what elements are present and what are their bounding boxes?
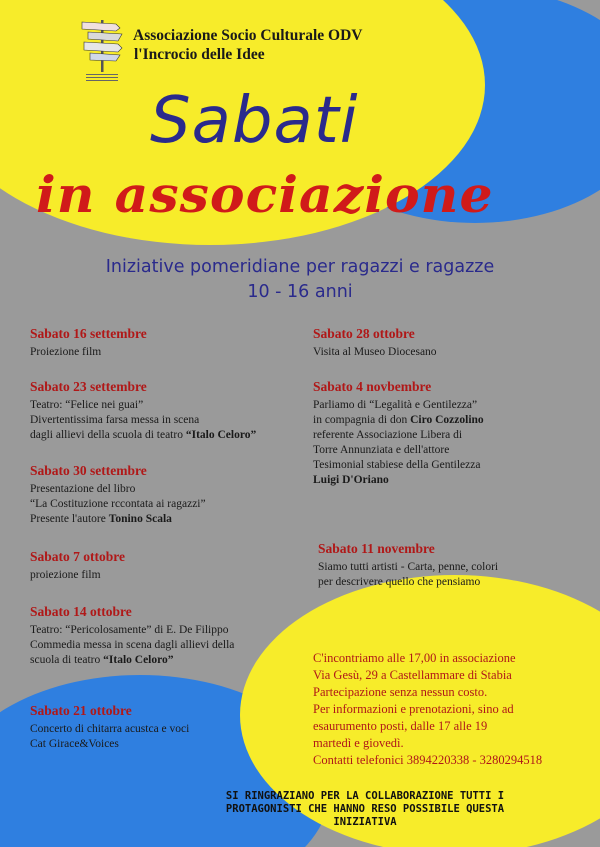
event-right-2 xyxy=(313,378,484,488)
info-line: Per informazioni e prenotazioni, sino ad xyxy=(313,702,514,716)
event-line: referente Associazione Libera di xyxy=(313,429,463,441)
event-line: Cat Girace&Voices xyxy=(30,738,119,750)
event-line xyxy=(30,512,206,527)
event-line-text: dagli allievi della scuola di teatro xyxy=(30,429,186,441)
event-line-text: scuola di teatro xyxy=(30,654,104,666)
event-line xyxy=(30,428,256,443)
title-in-associazione: in associazione xyxy=(36,166,494,225)
event-line-bold: Luigi D'Oriano xyxy=(313,474,389,486)
info-line: martedì e giovedì. xyxy=(313,736,404,750)
event-line: Siamo tutti artisti - Carta, penne, colori xyxy=(318,561,499,573)
event-line-bold: “Italo Celoro” xyxy=(185,429,257,441)
event-line: Commedia messa in scena dagli allievi della xyxy=(30,639,235,651)
event-date: Sabato 11 novembre xyxy=(318,541,435,556)
thanks-line: PROTAGONISTI CHE HANNO RESO POSSIBILE QUESTA xyxy=(225,803,505,815)
event-date: Sabato 14 ottobre xyxy=(30,604,132,619)
event-line-bold: Tonino Scala xyxy=(108,513,172,525)
subtitle-line-2: 10 - 16 anni xyxy=(247,282,353,302)
event-line: Divertentissima farsa messa in scena xyxy=(30,414,200,426)
event-line: Teatro: “Felice nei guai” xyxy=(30,399,144,411)
event-line xyxy=(30,653,234,668)
event-date: Sabato 21 ottobre xyxy=(30,703,132,718)
title-sabati: Sabati xyxy=(150,84,359,158)
signpost-icon xyxy=(78,14,126,86)
info-block xyxy=(313,650,542,769)
subtitle xyxy=(0,255,600,305)
event-line-text: in compagnia di don xyxy=(313,414,411,426)
info-line: C'incontriamo alle 17,00 in associazione xyxy=(313,651,516,665)
event-right-1 xyxy=(313,325,437,360)
event-line: proiezione film xyxy=(30,569,101,581)
thanks-note xyxy=(180,790,550,829)
event-date: Sabato 23 settembre xyxy=(30,379,147,394)
event-date: Sabato 4 novbembre xyxy=(313,379,432,394)
association-name xyxy=(133,26,362,64)
event-left-6 xyxy=(30,702,189,752)
event-date: Sabato 30 settembre xyxy=(30,463,147,478)
event-line-text: Presente l'autore xyxy=(30,513,109,525)
event-line: Presentazione del libro xyxy=(30,483,136,495)
event-date: Sabato 28 ottobre xyxy=(313,326,415,341)
event-left-3 xyxy=(30,462,206,527)
info-line: Contatti telefonici 3894220338 - 3280294518 xyxy=(313,753,543,767)
event-line xyxy=(313,413,484,428)
thanks-line: SI RINGRAZIANO PER LA COLLABORAZIONE TUTTI I xyxy=(225,790,505,802)
event-date: Sabato 16 settembre xyxy=(30,326,147,341)
info-line: esaurumento posti, dalle 17 alle 19 xyxy=(313,719,488,733)
event-line: “La Costituzione rccontata ai ragazzi” xyxy=(30,498,206,510)
info-line: Partecipazione senza nessun costo. xyxy=(313,685,488,699)
info-line: Via Gesù, 29 a Castellammare di Stabia xyxy=(313,668,512,682)
event-line-bold: Ciro Cozzolino xyxy=(410,414,484,426)
event-line-bold: “Italo Celoro” xyxy=(103,654,174,666)
event-line: Proiezione film xyxy=(30,346,102,358)
event-line: Parliamo di “Legalità e Gentilezza” xyxy=(313,399,478,411)
event-line: Concerto di chitarra acustca e voci xyxy=(30,723,190,735)
event-date: Sabato 7 ottobre xyxy=(30,549,126,564)
event-left-5 xyxy=(30,603,234,668)
event-line: Visita al Museo Diocesano xyxy=(313,346,437,358)
event-line: Teatro: “Pericolosamente” di E. De Filippo xyxy=(30,624,229,636)
event-line: Tesimonial stabiese della Gentilezza xyxy=(313,459,481,471)
thanks-line: INIZIATIVA xyxy=(333,816,397,828)
association-line-1: Associazione Socio Culturale ODV xyxy=(133,27,363,44)
event-left-4 xyxy=(30,548,125,583)
event-right-3 xyxy=(318,540,498,590)
event-line: Torre Annunziata e dell'attore xyxy=(313,444,450,456)
event-line: per descrivere quello che pensiamo xyxy=(318,576,481,588)
event-left-1 xyxy=(30,325,147,360)
event-left-2 xyxy=(30,378,256,443)
subtitle-line-1: Iniziative pomeridiane per ragazzi e ragazze xyxy=(105,257,495,277)
association-line-2: l'Incrocio delle Idee xyxy=(134,46,265,63)
